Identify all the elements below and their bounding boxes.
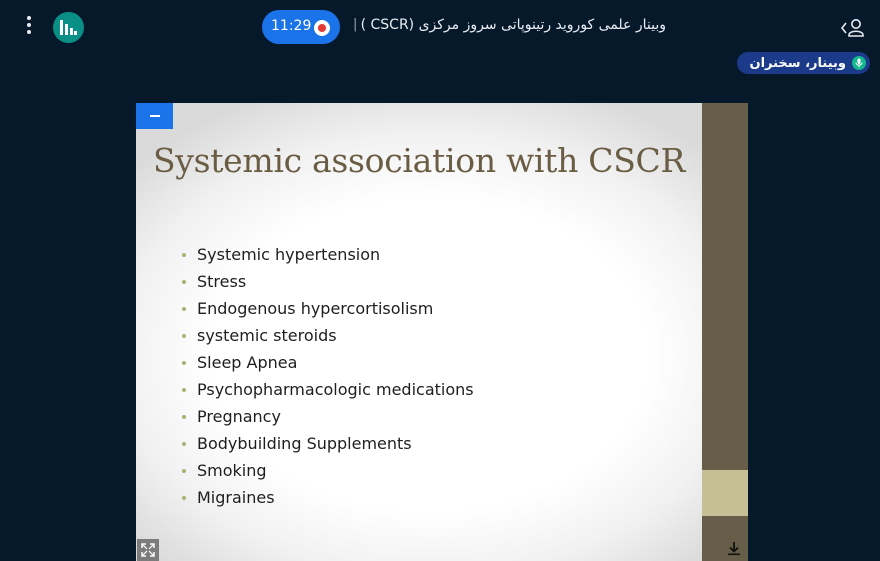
slide-title: Systemic association with CSCR	[152, 141, 686, 180]
user-button[interactable]	[840, 17, 866, 39]
timer-value: 11:29	[271, 18, 312, 34]
stats-button[interactable]	[53, 12, 84, 43]
bullet-list	[182, 243, 474, 513]
minus-icon	[150, 115, 160, 117]
expand-icon	[137, 539, 159, 561]
recording-timer[interactable]	[262, 10, 340, 44]
bullet-item: Bodybuilding Supplements	[182, 432, 474, 459]
collapse-button[interactable]	[136, 103, 173, 129]
bullet-item: Endogenous hypercortisolism	[182, 297, 474, 324]
role-badge	[737, 52, 870, 74]
slide-side-band	[702, 103, 748, 561]
kebab-menu-icon[interactable]	[20, 13, 38, 41]
bar-chart-icon	[60, 20, 77, 35]
slide	[136, 103, 702, 561]
presentation-area	[136, 103, 748, 561]
role-badge-label: وبینار، سخنران	[749, 55, 846, 71]
user-icon	[840, 17, 866, 39]
bullet-item: Systemic hypertension	[182, 243, 474, 270]
bullet-item: Migraines	[182, 486, 474, 513]
bullet-item: Sleep Apnea	[182, 351, 474, 378]
download-button[interactable]	[725, 539, 743, 557]
record-icon	[314, 20, 330, 36]
chevron-left-icon	[842, 23, 846, 33]
bullet-item: systemic steroids	[182, 324, 474, 351]
bullet-item: Psychopharmacologic medications	[182, 378, 474, 405]
expand-button[interactable]	[137, 539, 159, 561]
bullet-item: Smoking	[182, 459, 474, 486]
bullet-item: Pregnancy	[182, 405, 474, 432]
mic-icon	[852, 56, 866, 70]
webinar-title: وبینار علمی کوروید رتینوپاتی سروز مرکزی (CSCR )	[360, 17, 666, 33]
top-bar	[0, 0, 880, 71]
title-separator: |	[353, 17, 358, 32]
bullet-item: Stress	[182, 270, 474, 297]
side-band-accent	[702, 470, 748, 516]
download-icon	[725, 539, 743, 557]
